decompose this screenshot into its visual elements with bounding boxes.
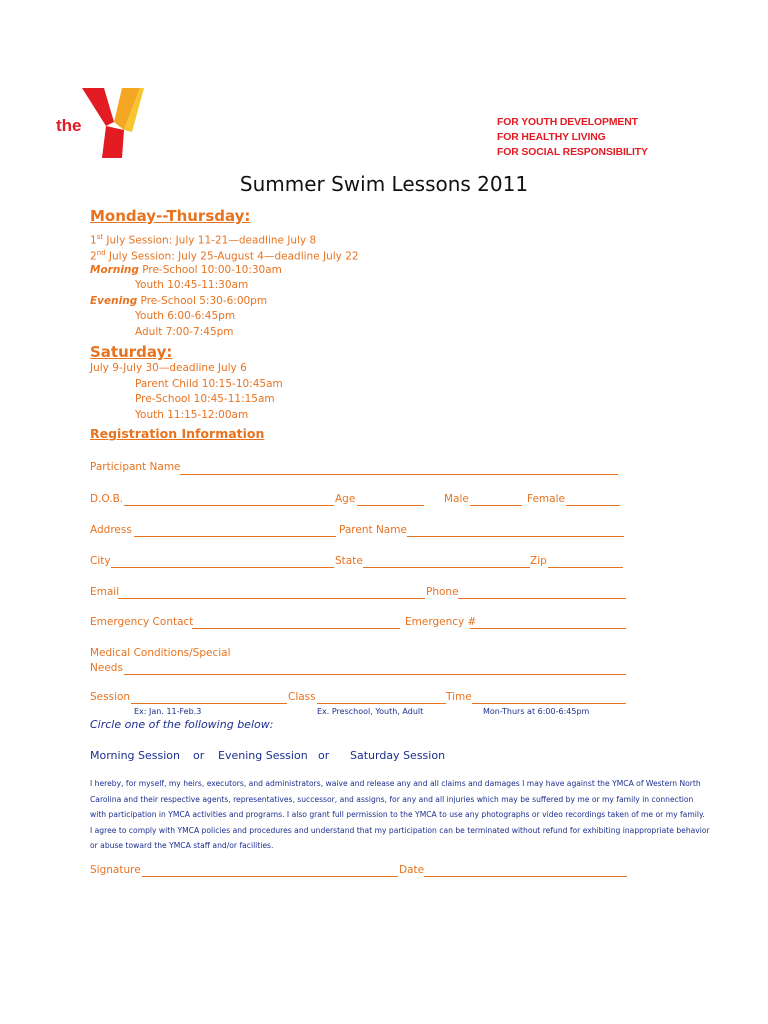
session-field[interactable] xyxy=(131,703,287,704)
waiver-line-4: I agree to comply with YMCA policies and procedures and understand that my participation can be terminated without refund for exhibiting inappropriate behavior xyxy=(90,825,710,835)
saturday-parent-child: Parent Child 10:15-10:45am xyxy=(135,378,283,390)
male-label: Male xyxy=(444,493,469,505)
state-label: State xyxy=(335,555,363,567)
waiver-text xyxy=(90,776,710,854)
session-1-text: July Session: July 11-21—deadline July 8 xyxy=(103,234,317,247)
emergency-contact-field[interactable] xyxy=(192,628,400,629)
registration-heading: Registration Information xyxy=(90,426,265,441)
option-saturday-session[interactable]: Saturday Session xyxy=(350,749,446,762)
evening-preschool: Pre-School 5:30-6:00pm xyxy=(137,295,268,307)
logo-ymca-tag: YMCA xyxy=(135,139,147,155)
waiver-line-2: Carolina and their respective agents, representatives, successor, and assigns, for any and all injuries which may be suffered by me or my family in connection xyxy=(90,794,694,804)
parent-name-field[interactable] xyxy=(407,536,624,537)
session-2-ordinal-suffix: nd xyxy=(96,249,106,257)
signature-field[interactable] xyxy=(142,876,398,877)
zip-field[interactable] xyxy=(548,567,623,568)
time-field[interactable] xyxy=(472,703,626,704)
tagline-line-1: FOR YOUTH DEVELOPMENT xyxy=(497,117,638,128)
session-2-ordinal: 2 xyxy=(90,250,97,263)
class-label: Class xyxy=(288,691,316,703)
dob-label: D.O.B. xyxy=(90,493,124,505)
male-field[interactable] xyxy=(470,505,522,506)
option-evening-session[interactable]: Evening Session xyxy=(218,749,308,762)
email-field[interactable] xyxy=(118,598,425,599)
participant-name-label: Participant Name xyxy=(90,461,181,473)
page-title: Summer Swim Lessons 2011 xyxy=(239,172,529,196)
signature-label: Signature xyxy=(90,864,141,876)
circle-instruction: Circle one of the following below: xyxy=(90,718,274,731)
morning-line xyxy=(90,264,282,276)
date-field[interactable] xyxy=(424,876,627,877)
female-label: Female xyxy=(527,493,565,505)
ymca-logo xyxy=(52,86,148,162)
session-1-ordinal-suffix: st xyxy=(96,233,104,241)
zip-label: Zip xyxy=(530,555,547,567)
or-separator-1: or xyxy=(193,749,205,762)
city-label: City xyxy=(90,555,111,567)
medical-label-line-1: Medical Conditions/Special xyxy=(90,647,231,659)
emergency-number-label: Emergency # xyxy=(405,616,477,628)
saturday-preschool: Pre-School 10:45-11:15am xyxy=(135,393,275,405)
logo-the-text: the xyxy=(56,116,82,135)
phone-label: Phone xyxy=(426,586,459,598)
state-field[interactable] xyxy=(363,567,530,568)
session-1-line xyxy=(90,233,316,247)
medical-label-line-2: Needs xyxy=(90,662,123,674)
time-hint: Mon-Thurs at 6:00-6:45pm xyxy=(483,707,590,716)
class-hint: Ex. Preschool, Youth, Adult xyxy=(317,707,424,716)
tagline-line-3: FOR SOCIAL RESPONSIBILITY xyxy=(497,147,648,158)
or-separator-2: or xyxy=(318,749,330,762)
city-field[interactable] xyxy=(111,567,334,568)
session-2-text: July Session: July 25-August 4—deadline July 22 xyxy=(105,250,359,263)
saturday-youth: Youth 11:15-12:00am xyxy=(135,409,249,421)
age-field[interactable] xyxy=(357,505,424,506)
session-hint: Ex: Jan. 11-Feb.3 xyxy=(134,707,202,716)
date-label: Date xyxy=(399,864,425,876)
time-label: Time xyxy=(446,691,472,703)
morning-preschool: Pre-School 10:00-10:30am xyxy=(138,264,282,276)
email-label: Email xyxy=(90,586,120,598)
phone-field[interactable] xyxy=(458,598,626,599)
weekday-heading: Monday--Thursday: xyxy=(90,207,251,225)
waiver-line-5: or abuse toward the YMCA staff and/or facilities. xyxy=(90,841,274,850)
emergency-contact-label: Emergency Contact xyxy=(90,616,194,628)
session-1-ordinal: 1 xyxy=(90,234,97,247)
evening-adult: Adult 7:00-7:45pm xyxy=(135,326,234,338)
medical-field[interactable] xyxy=(124,674,626,675)
session-2-line xyxy=(90,249,359,263)
session-label: Session xyxy=(90,691,131,703)
emergency-number-field[interactable] xyxy=(470,628,626,629)
class-field[interactable] xyxy=(317,703,446,704)
address-field[interactable] xyxy=(134,536,336,537)
address-label: Address xyxy=(90,524,132,536)
morning-label: Morning xyxy=(90,264,139,276)
tagline-line-2: FOR HEALTHY LIVING xyxy=(497,132,606,143)
waiver-line-1: I hereby, for myself, my heirs, executors, and administrators, waive and release any and all claims and damages I may have against the YMCA of Western North xyxy=(90,779,701,788)
saturday-heading: Saturday: xyxy=(90,343,173,361)
age-label: Age xyxy=(335,493,356,505)
evening-youth: Youth 6:00-6:45pm xyxy=(135,310,236,322)
waiver-line-3: with participation in YMCA activities and programs. I also grant full permission to the YMCA to use any photographs or video recordings taken of me or my family. xyxy=(90,810,705,819)
morning-youth: Youth 10:45-11:30am xyxy=(135,279,249,291)
participant-name-field[interactable] xyxy=(180,474,618,475)
female-field[interactable] xyxy=(566,505,620,506)
evening-line xyxy=(90,295,267,307)
dob-field[interactable] xyxy=(124,505,334,506)
evening-label: Evening xyxy=(90,295,138,307)
parent-name-label: Parent Name xyxy=(339,524,407,536)
saturday-dates: July 9-July 30—deadline July 6 xyxy=(90,362,247,374)
option-morning-session[interactable]: Morning Session xyxy=(90,749,180,762)
